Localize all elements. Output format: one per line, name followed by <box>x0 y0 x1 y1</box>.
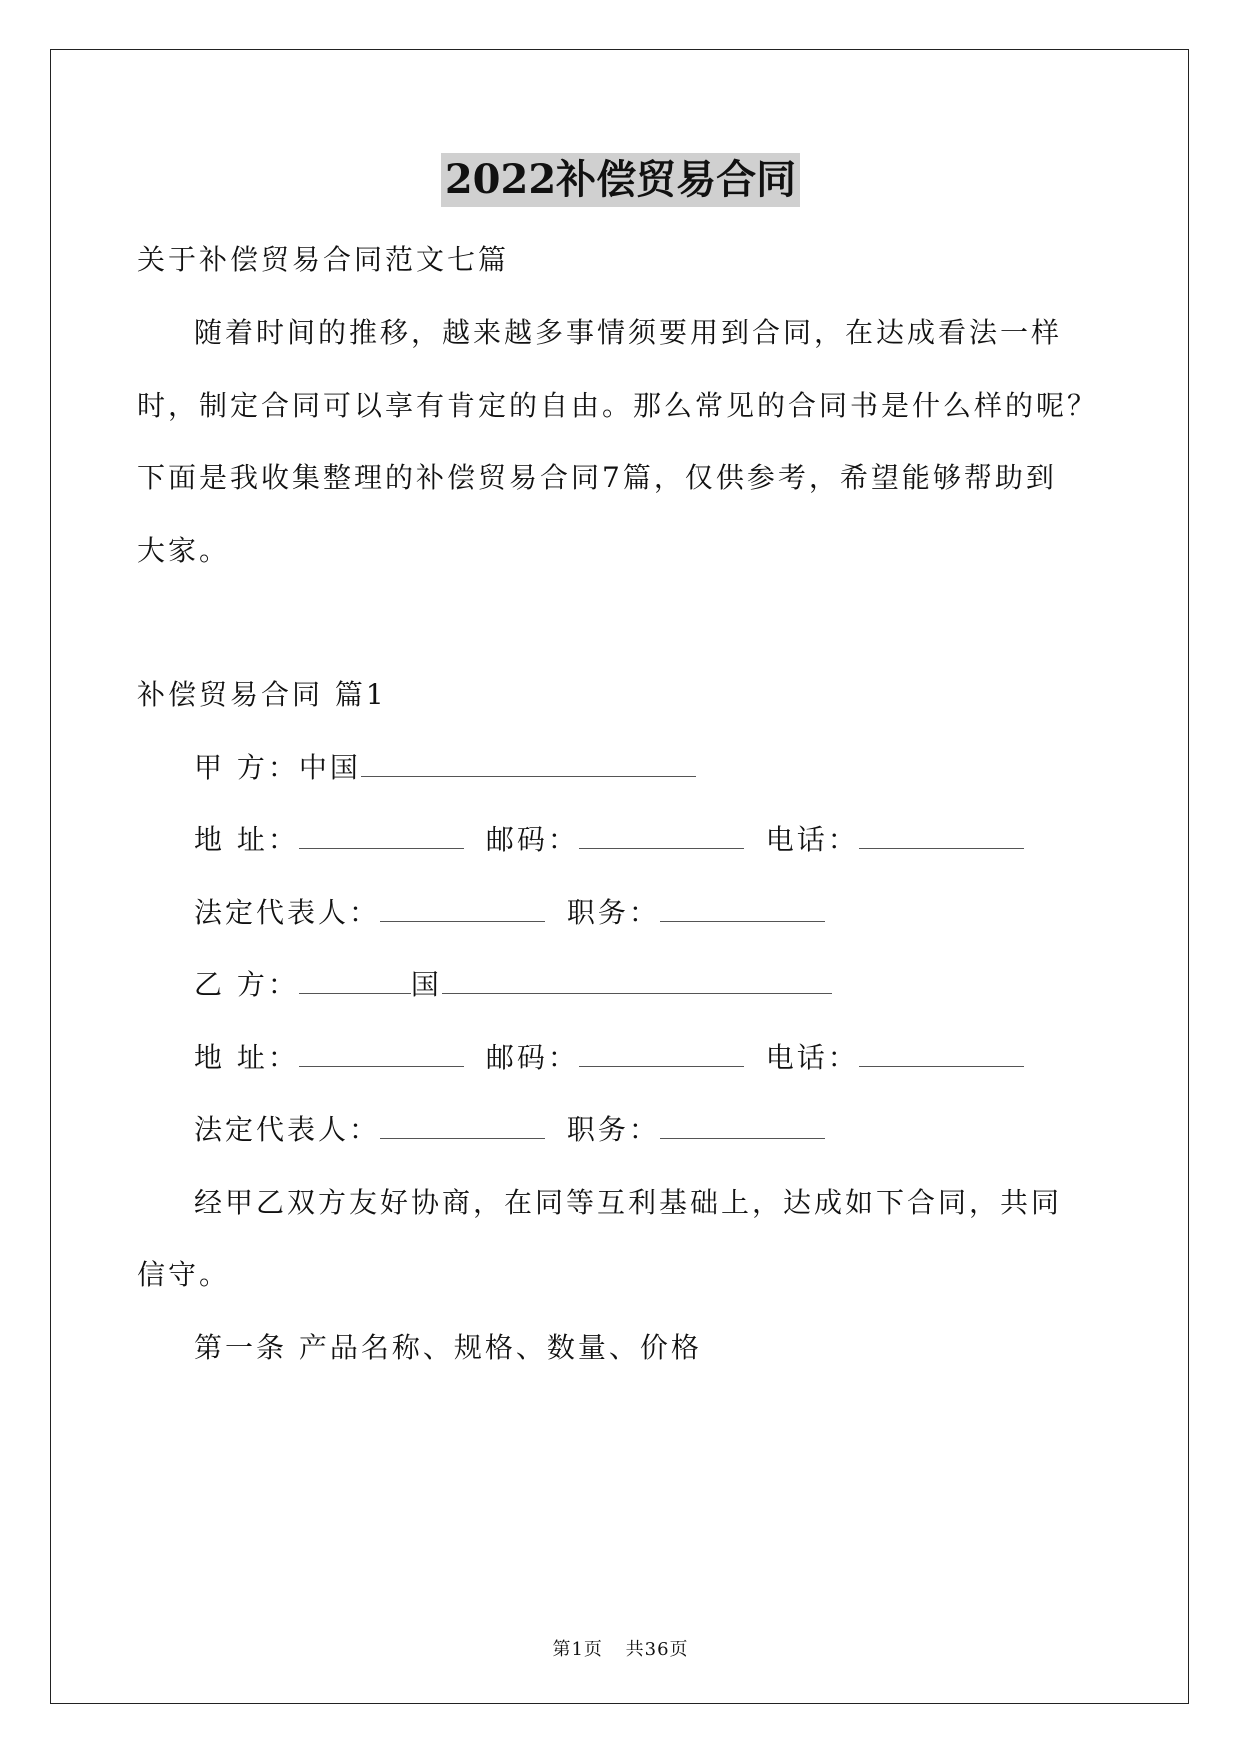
party-b-position-blank <box>660 1112 825 1139</box>
party-a-postcode-label: 邮码： <box>485 823 579 856</box>
party-a-line <box>194 748 696 788</box>
party-b-address-label: 地 址： <box>194 1041 299 1074</box>
party-a-label: 甲 方： <box>194 751 299 784</box>
document-page <box>50 49 1189 1704</box>
party-a-phone-blank <box>859 822 1024 849</box>
intro-line-2: 时，制定合同可以享有肯定的自由。那么常见的合同书是什么样的呢？ <box>137 389 1099 422</box>
document-title: 2022补偿贸易合同 <box>441 153 800 207</box>
party-b-country-blank <box>299 967 411 994</box>
party-b-postcode-blank <box>579 1040 744 1067</box>
party-a-address-label: 地 址： <box>194 823 299 856</box>
party-a-postcode-blank <box>579 822 744 849</box>
page-number: 第1页 <box>552 1639 603 1660</box>
party-b-country-suffix: 国 <box>410 968 442 1001</box>
party-a-address-blank <box>299 822 464 849</box>
intro-line-4: 大家。 <box>137 534 231 567</box>
party-a-position-blank <box>660 895 825 922</box>
intro-line-1: 随着时间的推移，越来越多事情须要用到合同，在达成看法一样 <box>194 316 1063 349</box>
page-total: 共36页 <box>625 1639 689 1660</box>
party-b-phone-blank <box>859 1040 1024 1067</box>
page-footer <box>51 1635 1190 1661</box>
party-a-contact-line <box>194 820 1024 860</box>
agreement-line-1: 经甲乙双方友好协商，在同等互利基础上，达成如下合同，共同 <box>194 1186 1063 1219</box>
party-a-rep-line <box>194 893 825 933</box>
party-a-rep-blank <box>380 895 545 922</box>
party-b-address-blank <box>299 1040 464 1067</box>
party-a-position-label: 职务： <box>566 896 660 929</box>
party-b-contact-line <box>194 1038 1024 1078</box>
party-b-line <box>194 965 832 1005</box>
party-b-rep-label: 法定代表人： <box>194 1113 381 1146</box>
party-a-rep-label: 法定代表人： <box>194 896 381 929</box>
party-a-value: 中国 <box>298 751 361 784</box>
party-b-position-label: 职务： <box>566 1113 660 1146</box>
party-b-phone-label: 电话： <box>765 1041 859 1074</box>
section-heading: 补偿贸易合同 篇1 <box>137 678 387 711</box>
party-b-name-blank <box>442 967 832 994</box>
party-a-blank <box>361 750 696 777</box>
party-b-rep-line <box>194 1110 825 1150</box>
party-b-rep-blank <box>380 1112 545 1139</box>
title-container <box>51 153 1190 207</box>
party-b-label: 乙 方： <box>194 968 299 1001</box>
article-1-heading: 第一条 产品名称、规格、数量、价格 <box>194 1331 702 1364</box>
party-b-postcode-label: 邮码： <box>485 1041 579 1074</box>
document-subtitle: 关于补偿贸易合同范文七篇 <box>137 243 510 276</box>
intro-line-3: 下面是我收集整理的补偿贸易合同7篇，仅供参考，希望能够帮助到 <box>137 461 1057 494</box>
agreement-line-2: 信守。 <box>137 1258 231 1291</box>
party-a-phone-label: 电话： <box>765 823 859 856</box>
